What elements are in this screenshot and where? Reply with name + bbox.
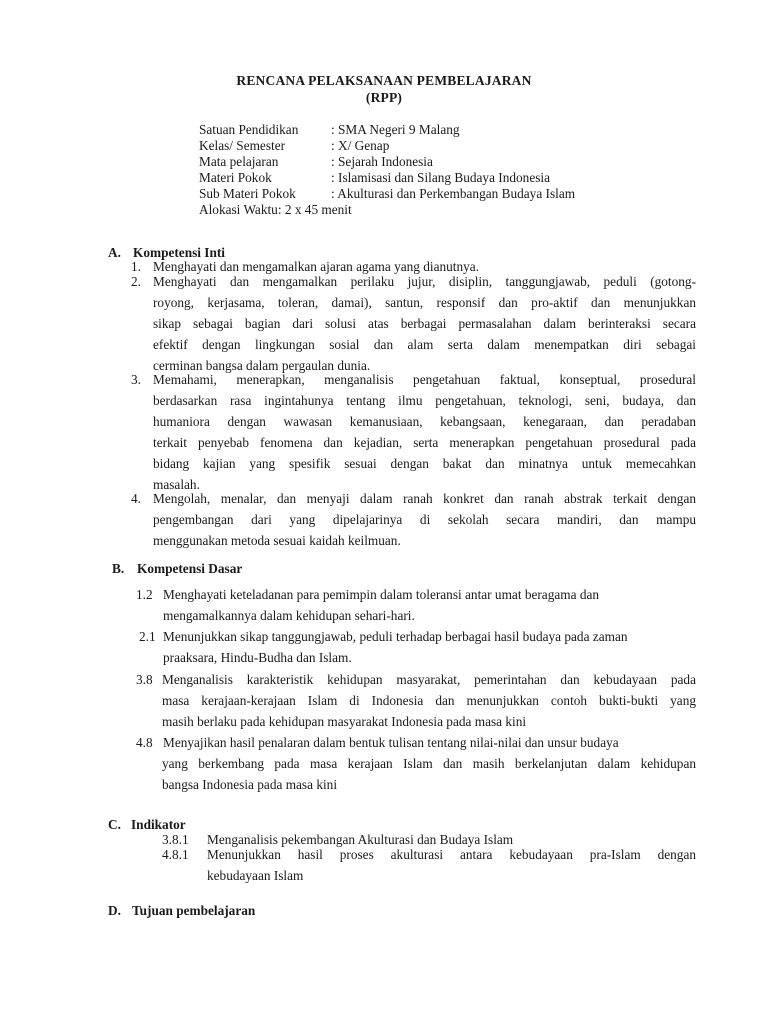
list-item-line: bidang kajian yang spesifik sesuai dengan bakat dan minatnya untuk memecahkan xyxy=(153,456,696,471)
list-item-line: menggunakan metoda sesuai kaidah keilmuan. xyxy=(153,533,401,548)
meta-value: : Islamisasi dan Silang Budaya Indonesia xyxy=(331,170,550,185)
list-item-line: Menunjukkan hasil proses akulturasi antara kebudayaan pra-Islam dengan xyxy=(207,847,696,862)
list-item-line: humaniora dengan wawasan kemanusiaan, kebangsaan, kenegaraan, dan peradaban xyxy=(153,414,696,429)
list-item-line: cerminan bangsa dalam pergaulan dunia. xyxy=(153,358,371,373)
list-item-line: praaksara, Hindu-Budha dan Islam. xyxy=(163,650,352,665)
list-item-line: yang berkembang pada masa kerajaan Islam dan masih berkelanjutan dalam kehidupan xyxy=(162,756,696,771)
alokasi-waktu: Alokasi Waktu: 2 x 45 menit xyxy=(199,202,352,217)
list-item-line: Memahami, menerapkan, menganalisis pengetahuan faktual, konseptual, prosedural xyxy=(153,372,696,387)
list-item-line: berdasarkan rasa ingintahunya tentang ilmu pengetahuan, teknologi, seni, budaya, dan xyxy=(153,393,696,408)
meta-value: : X/ Genap xyxy=(331,138,390,153)
list-item-line: terkait penyebab fenomena dan kejadian, serta menerapkan pengetahuan prosedural pada xyxy=(153,435,696,450)
section-title: Kompetensi Inti xyxy=(133,245,225,260)
section-letter: D. xyxy=(108,903,121,918)
meta-label: Sub Materi Pokok xyxy=(199,186,296,201)
list-item-line: mengamalkannya dalam kehidupan sehari-hari. xyxy=(163,608,415,623)
list-number: 3. xyxy=(131,372,141,387)
meta-value: : SMA Negeri 9 Malang xyxy=(331,122,460,137)
list-item-line: Mengolah, menalar, dan menyaji dalam ranah konkret dan ranah abstrak terkait dengan xyxy=(153,491,696,506)
list-item-line: masalah. xyxy=(153,477,200,492)
list-item-line: Menghayati dan mengamalkan ajaran agama yang dianutnya. xyxy=(153,259,480,274)
meta-label: Materi Pokok xyxy=(199,170,272,185)
list-item-line: kebudayaan Islam xyxy=(207,868,304,883)
document-subtitle: (RPP) xyxy=(365,90,403,105)
list-item-line: masih berlaku pada kehidupan masyarakat Indonesia pada masa kini xyxy=(162,714,527,729)
list-item-line: sikap sebagai bagian dari solusi atas berbagai permasalahan dalam berinteraksi secara xyxy=(153,316,696,331)
list-number: 3.8.1 xyxy=(162,832,189,847)
meta-label: Kelas/ Semester xyxy=(199,138,286,153)
list-number: 3.8 xyxy=(136,672,153,687)
document-title: RENCANA PELAKSANAAN PEMBELAJARAN xyxy=(236,73,532,88)
list-item-line: Menganalisis pekembangan Akulturasi dan Budaya Islam xyxy=(207,832,514,847)
list-number: 2. xyxy=(131,274,141,289)
meta-label: Mata pelajaran xyxy=(199,154,279,169)
list-number: 4.8 xyxy=(136,735,153,750)
meta-label: Satuan Pendidikan xyxy=(199,122,299,137)
meta-value: : Sejarah Indonesia xyxy=(331,154,433,169)
list-number: 4. xyxy=(131,491,141,506)
list-item-line: royong, kerjasama, toleran, damai), santun, responsif dan pro-aktif dan menunjukkan xyxy=(153,295,696,310)
list-item-line: Menghayati keteladanan para pemimpin dalam toleransi antar umat beragama dan xyxy=(163,587,600,602)
list-item-line: bangsa Indonesia pada masa kini xyxy=(162,777,338,792)
list-item-line: Menyajikan hasil penalaran dalam bentuk tulisan tentang nilai-nilai dan unsur budaya xyxy=(163,735,619,750)
meta-value: : Akulturasi dan Perkembangan Budaya Islam xyxy=(331,186,576,201)
section-title: Indikator xyxy=(131,817,186,832)
section-title: Kompetensi Dasar xyxy=(137,561,243,576)
list-item-line: Menghayati dan mengamalkan perilaku jujur, disiplin, tanggungjawab, peduli (gotong- xyxy=(153,274,696,289)
section-letter: A. xyxy=(108,245,121,260)
list-number: 1. xyxy=(131,259,141,274)
list-item-line: efektif dengan lingkungan sosial dan alam serta dalam menempatkan diri sebagai xyxy=(153,337,696,352)
list-number: 2.1 xyxy=(139,629,156,644)
list-item-line: pengembangan dari yang dipelajarinya di sekolah secara mandiri, dan mampu xyxy=(153,512,696,527)
section-letter: B. xyxy=(112,561,125,576)
list-number: 4.8.1 xyxy=(162,847,189,862)
list-number: 1.2 xyxy=(136,587,153,602)
section-title: Tujuan pembelajaran xyxy=(132,903,256,918)
list-item-line: masa kerajaan-kerajaan Islam di Indonesia dan menunjukkan contoh bukti-bukti yang xyxy=(162,693,696,708)
list-item-line: Menganalisis karakteristik kehidupan masyarakat, pemerintahan dan kebudayaan pada xyxy=(162,672,696,687)
list-item-line: Menunjukkan sikap tanggungjawab, peduli terhadap berbagai hasil budaya pada zaman xyxy=(163,629,628,644)
section-letter: C. xyxy=(108,817,121,832)
